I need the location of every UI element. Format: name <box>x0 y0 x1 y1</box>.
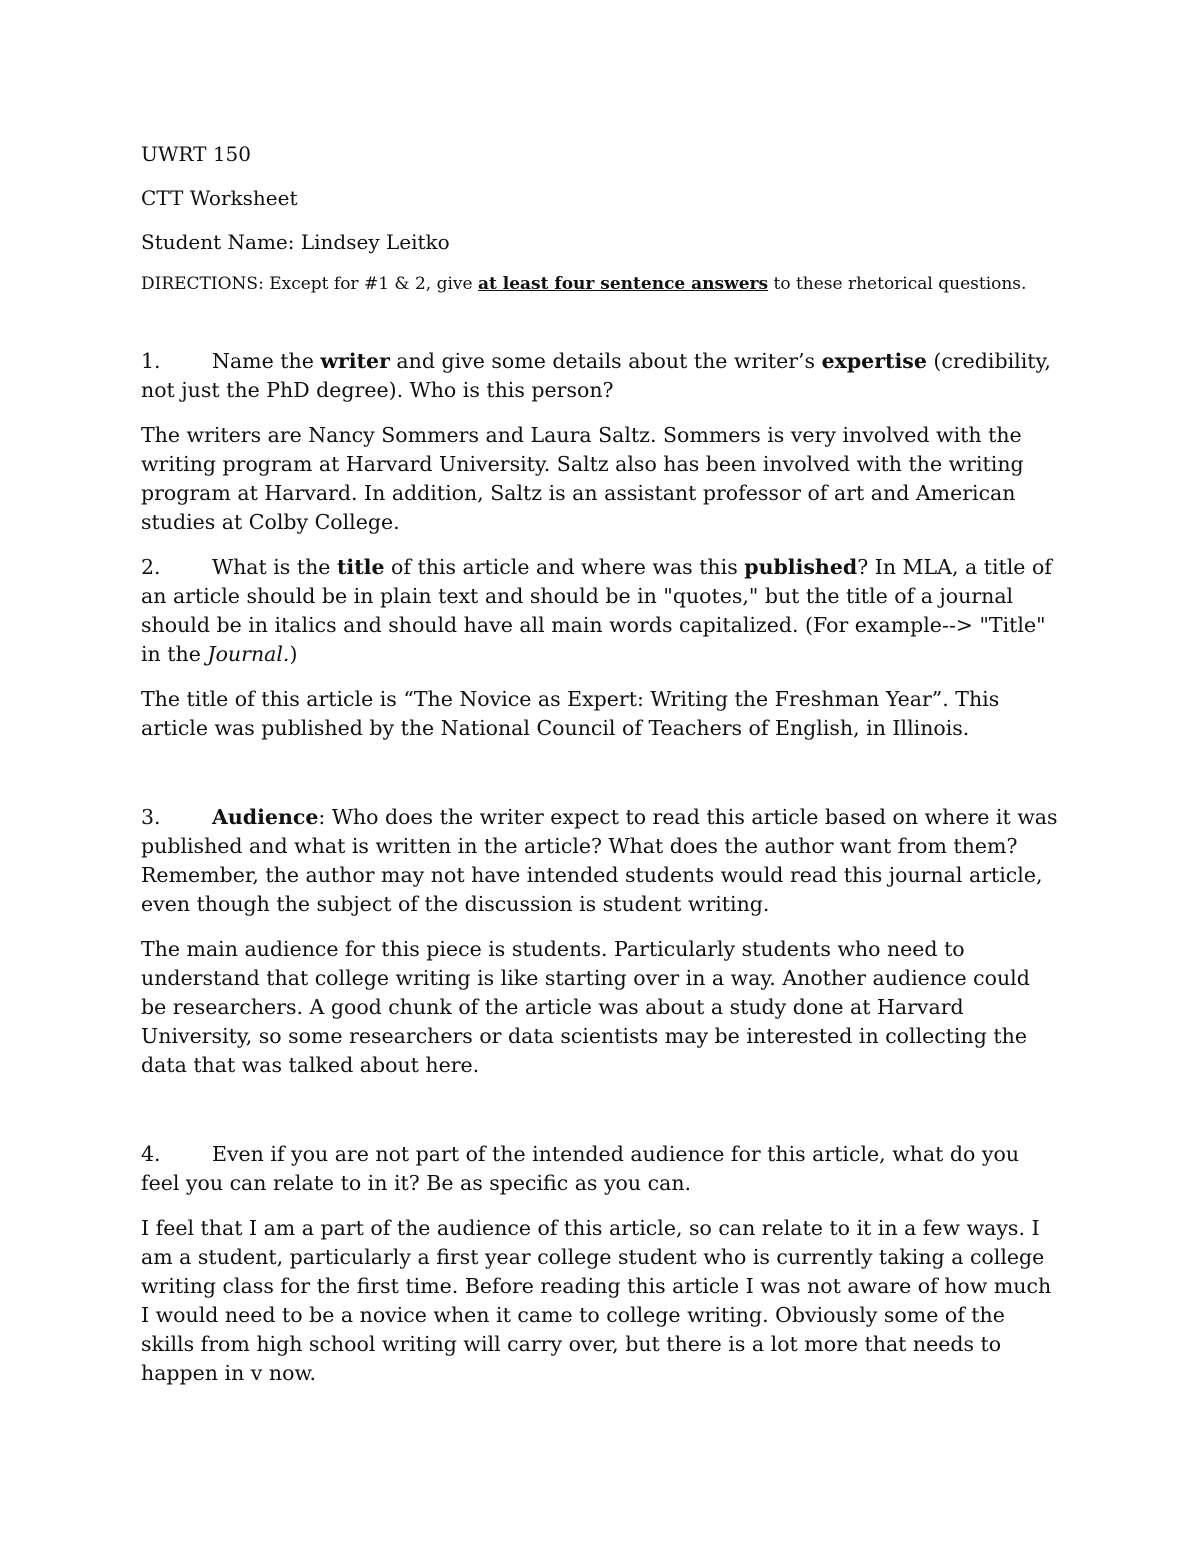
answer-1: The writers are Nancy Sommers and Laura Saltz. Sommers is very involved with the writing program at Harvard University. Saltz also has been involved with the writing program at Harvard. In addition, Saltz is an assistant professor of art and American studies at Colby College. <box>141 423 1024 534</box>
student-name-value: Lindsey Leitko <box>300 230 450 254</box>
question-number: 4. <box>141 1142 161 1166</box>
course-code: UWRT 150 <box>141 142 251 166</box>
directions: DIRECTIONS: Except for #1 & 2, give at least four sentence answers to these rhetorical questions. <box>141 274 1027 294</box>
student-name-label: Student Name: <box>141 230 295 254</box>
directions-emphasis: at least four sentence answers <box>477 274 769 294</box>
question-number: 3. <box>141 805 161 829</box>
worksheet-title: CTT Worksheet <box>141 186 298 210</box>
question-1: 1. Name the writer and give some details about the writer’s expertise (credibility, not just the PhD degree). Who is this person? <box>141 349 1051 402</box>
answer-3: The main audience for this piece is students. Particularly students who need to understand that college writing is like starting over in a way. Another audience could be researchers. A good chunk of the article was about a study done at Harvard University, so some researchers or data scientists may be interested in collecting the data that was talked about here. <box>141 937 1030 1077</box>
question-4: 4. Even if you are not part of the intended audience for this article, what do you feel you can relate to in it? Be as specific as you can. <box>141 1142 1020 1195</box>
question-3: 3. Audience: Who does the writer expect to read this article based on where it was published and what is written in the article? What does the author want from them? Remember, the author may not have intended students would read this journal article, even though the subject of the discussion is student writing. <box>141 805 1058 916</box>
student-name-line <box>141 228 1061 256</box>
answer-2: The title of this article is “The Novice as Expert: Writing the Freshman Year”. This article was published by the National Council of Teachers of English, in Illinois. <box>141 687 1000 740</box>
question-2: 2. What is the title of this article and where was this published? In MLA, a title of an article should be in plain text and should be in "quotes," but the title of a journal should be in italics and should have all main words capitalized. (For example--> "Title" in the Journal.) <box>141 555 1052 666</box>
worksheet-page <box>141 140 1061 1388</box>
question-number: 1. <box>141 349 161 373</box>
answer-4: I feel that I am a part of the audience of this article, so can relate to it in a few ways. I am a student, particularly a first year college student who is currently taking a college writing class for the first time. Before reading this article I was not aware of how much I would need to be a novice when it came to college writing. Obviously some of the skills from high school writing will carry over, but there is a lot more that needs to happen in v now. <box>141 1216 1052 1385</box>
question-number: 2. <box>141 555 161 579</box>
